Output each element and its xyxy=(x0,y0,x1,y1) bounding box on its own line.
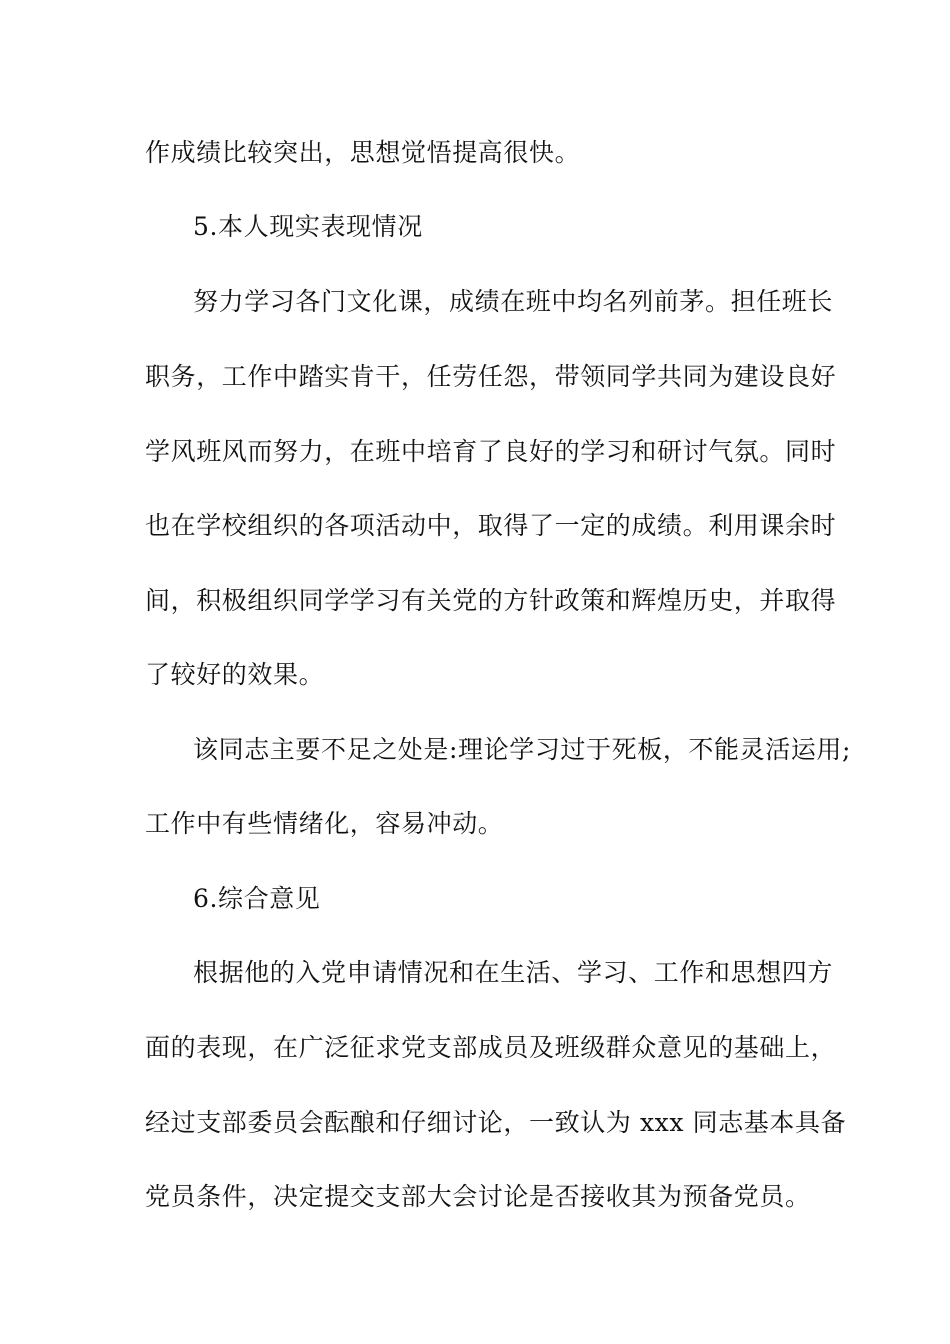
text-line-1: 作成绩比较突出，思想觉悟提高很快。 xyxy=(145,138,581,167)
text-line-6: 也在学校组织的各项活动中，取得了一定的成绩。利用课余时 xyxy=(145,511,837,540)
text-line-5: 学风班风而努力，在班中培育了良好的学习和研讨气氛。同时 xyxy=(145,437,837,466)
text-line-3: 努力学习各门文化课，成绩在班中均名列前茅。担任班长 xyxy=(193,287,834,316)
section-heading-5: 5.本人现实表现情况 xyxy=(193,212,423,241)
text-line-15: 党员条件，决定提交支部大会讨论是否接收其为预备党员。 xyxy=(145,1182,811,1211)
text-line-10: 工作中有些情绪化，容易冲动。 xyxy=(145,809,504,838)
text-line-9: 该同志主要不足之处是:理论学习过于死板，不能灵活运用; xyxy=(193,735,852,764)
text-line-7: 间，积极组织同学学习有关党的方针政策和辉煌历史，并取得 xyxy=(145,586,837,615)
text-line-13: 面的表现，在广泛征求党支部成员及班级群众意见的基础上， xyxy=(145,1033,837,1062)
section-heading-6: 6.综合意见 xyxy=(193,884,321,913)
text-line-4: 职务，工作中踏实肯干，任劳任怨，带领同学共同为建设良好 xyxy=(145,362,837,391)
text-line-14: 经过支部委员会酝酿和仔细讨论，一致认为 xxx 同志基本具备 xyxy=(145,1108,847,1137)
text-line-12: 根据他的入党申请情况和在生活、学习、工作和思想四方 xyxy=(193,958,834,987)
text-line-8: 了较好的效果。 xyxy=(145,660,325,689)
